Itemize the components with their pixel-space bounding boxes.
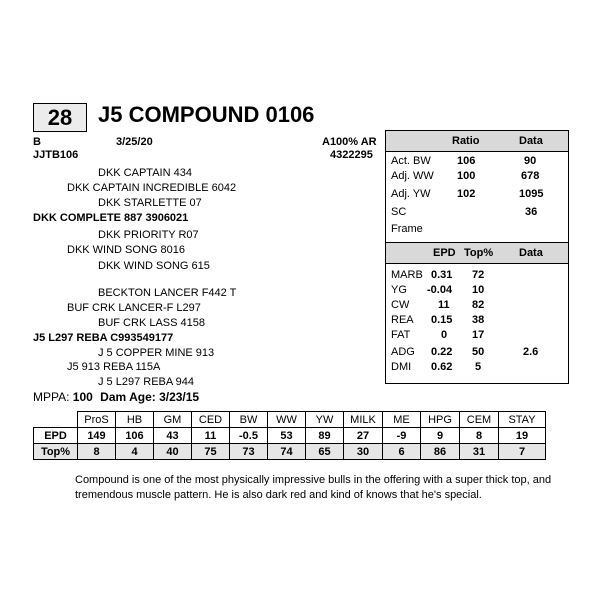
epd-header: MILK <box>344 412 383 428</box>
carcass-row-epd: 0.31 <box>431 269 453 281</box>
pedigree-sire: DKK COMPLETE 887 3906021 <box>33 212 189 224</box>
epd-header: HPG <box>421 412 460 428</box>
carcass-header-data: Data <box>519 247 543 259</box>
birth-date: 3/25/20 <box>116 136 153 148</box>
epd-header: WW <box>268 412 306 428</box>
ratio-row-label: Act. BW <box>391 155 431 167</box>
epd-value: 149 <box>78 428 116 444</box>
ratio-header-ratio: Ratio <box>452 135 480 147</box>
carcass-row-label: CW <box>391 299 410 311</box>
epd-value: 27 <box>344 428 383 444</box>
top-percent-value: 40 <box>154 444 192 460</box>
top-percent-value: 30 <box>344 444 383 460</box>
top-percent-value: 73 <box>230 444 268 460</box>
mppa-label: MPPA: <box>33 390 70 404</box>
top-percent-value: 65 <box>306 444 344 460</box>
registration-number: 4322295 <box>330 149 373 161</box>
carcass-row <box>386 268 568 283</box>
carcass-row <box>386 360 568 375</box>
ratio-row-data: 1095 <box>519 188 544 200</box>
top-percent-row-label: Top% <box>34 444 78 460</box>
epd-table <box>33 411 546 460</box>
pedigree-sire-sire-dam: DKK STARLETTE 07 <box>98 197 202 209</box>
carcass-row <box>386 313 568 328</box>
ratio-row-label: Adj. WW <box>391 170 434 182</box>
ratio-row-label: Adj. YW <box>391 188 431 200</box>
epd-value: 8 <box>460 428 499 444</box>
top-percent-value: 86 <box>421 444 460 460</box>
epd-value: 89 <box>306 428 344 444</box>
carcass-row <box>386 328 568 343</box>
ratio-row-data: 678 <box>521 170 540 182</box>
epd-header: STAY <box>499 412 546 428</box>
carcass-row-top: 38 <box>472 314 485 326</box>
lot-number: 28 <box>33 103 87 132</box>
epd-value: 106 <box>116 428 154 444</box>
carcass-row-epd: 0.22 <box>431 346 453 358</box>
carcass-row-top: 50 <box>472 346 485 358</box>
top-percent-value: 31 <box>460 444 499 460</box>
carcass-row-label: FAT <box>391 329 411 341</box>
epd-header: CED <box>192 412 230 428</box>
epd-value: -0.5 <box>230 428 268 444</box>
top-percent-row <box>34 444 546 460</box>
carcass-row-epd: 0 <box>441 329 448 341</box>
pedigree-sire-sire-sire: DKK CAPTAIN 434 <box>98 167 192 179</box>
description-text: Compound is one of the most physically impressive bulls in the offering with a super thick top, and tremendous muscle pattern. He is also dark red and kind of knows that he's special. <box>75 474 552 501</box>
ratio-header <box>386 131 568 152</box>
carcass-row <box>386 345 568 360</box>
pedigree-dam-dam-sire: J 5 COPPER MINE 913 <box>98 347 215 359</box>
epd-header: CEM <box>460 412 499 428</box>
carcass-header <box>386 242 568 264</box>
carcass-header-epd: EPD <box>433 247 456 259</box>
pedigree-sire-dam-dam: DKK WIND SONG 615 <box>98 260 210 272</box>
epd-row-label: EPD <box>34 428 78 444</box>
dam-age: Dam Age: 3/23/15 <box>100 390 200 404</box>
epd-header: GM <box>154 412 192 428</box>
pedigree-sire-dam-sire: DKK PRIORITY R07 <box>98 229 199 241</box>
epd-row <box>34 428 546 444</box>
ratio-row <box>386 222 568 237</box>
pedigree-dam-dam: J5 913 REBA 115A <box>67 361 161 373</box>
ratio-row-label: Frame <box>391 223 423 235</box>
pedigree-dam-sire-dam: BUF CRK LASS 4158 <box>98 317 205 329</box>
carcass-row-top: 82 <box>472 299 485 311</box>
carcass-row-data: 2.6 <box>523 346 539 358</box>
ratio-row-ratio: 100 <box>457 170 476 182</box>
pedigree-sire-dam: DKK WIND SONG 8016 <box>67 244 185 256</box>
top-percent-value: 4 <box>116 444 154 460</box>
epd-value: -9 <box>383 428 421 444</box>
top-percent-value: 8 <box>78 444 116 460</box>
pedigree-dam-dam-dam: J 5 L297 REBA 944 <box>98 376 195 388</box>
tattoo: JJTB106 <box>33 149 79 161</box>
mppa-value: 100 <box>72 390 93 404</box>
pedigree-sire-sire: DKK CAPTAIN INCREDIBLE 6042 <box>67 182 237 194</box>
carcass-row-label: REA <box>391 314 414 326</box>
ratio-row-data: 90 <box>524 155 537 167</box>
carcass-row-epd: 0.62 <box>431 361 453 373</box>
top-percent-value: 6 <box>383 444 421 460</box>
ratio-row <box>386 205 568 220</box>
carcass-row-epd: 11 <box>438 299 450 311</box>
epd-header: HB <box>116 412 154 428</box>
epd-value: 19 <box>499 428 546 444</box>
ratio-header-data: Data <box>519 135 543 147</box>
mppa-line <box>33 391 199 404</box>
carcass-row <box>386 283 568 298</box>
ratio-row <box>386 169 568 184</box>
carcass-row-label: YG <box>391 284 407 296</box>
carcass-row-label: ADG <box>391 346 415 358</box>
carcass-row-epd: -0.04 <box>427 284 453 296</box>
sex: B <box>33 136 41 148</box>
epd-header: ProS <box>78 412 116 428</box>
epd-value: 53 <box>268 428 306 444</box>
top-percent-value: 7 <box>499 444 546 460</box>
carcass-header-top: Top% <box>464 247 494 259</box>
pedigree-dam-sire-sire: BECKTON LANCER F442 T <box>98 287 237 299</box>
ratio-row-data: 36 <box>525 206 538 218</box>
epd-header: ME <box>383 412 421 428</box>
carcass-row-epd: 0.15 <box>431 314 453 326</box>
breed-percentage: A100% AR <box>322 136 377 148</box>
epd-value: 43 <box>154 428 192 444</box>
carcass-row-label: MARB <box>391 269 423 281</box>
performance-panel <box>385 130 569 384</box>
ratio-row <box>386 154 568 169</box>
pedigree-dam-sire: BUF CRK LANCER-F L297 <box>67 302 201 314</box>
carcass-row-label: DMI <box>391 361 412 373</box>
epd-header: YW <box>306 412 344 428</box>
carcass-row-top: 17 <box>472 329 485 341</box>
animal-name: J5 COMPOUND 0106 <box>98 102 315 127</box>
epd-table-header-row <box>34 412 546 428</box>
ratio-row-ratio: 102 <box>457 188 476 200</box>
carcass-row-top: 10 <box>472 284 485 296</box>
ratio-row-ratio: 106 <box>457 155 476 167</box>
epd-table-corner <box>34 412 78 428</box>
top-percent-value: 75 <box>192 444 230 460</box>
ratio-row-label: SC <box>391 206 407 218</box>
carcass-row-top: 5 <box>475 361 482 373</box>
top-percent-value: 74 <box>268 444 306 460</box>
ratio-row <box>386 187 568 202</box>
epd-value: 11 <box>192 428 230 444</box>
epd-value: 9 <box>421 428 460 444</box>
pedigree-dam: J5 L297 REBA C993549177 <box>33 332 174 344</box>
carcass-row <box>386 298 568 313</box>
epd-header: BW <box>230 412 268 428</box>
carcass-row-top: 72 <box>472 269 485 281</box>
